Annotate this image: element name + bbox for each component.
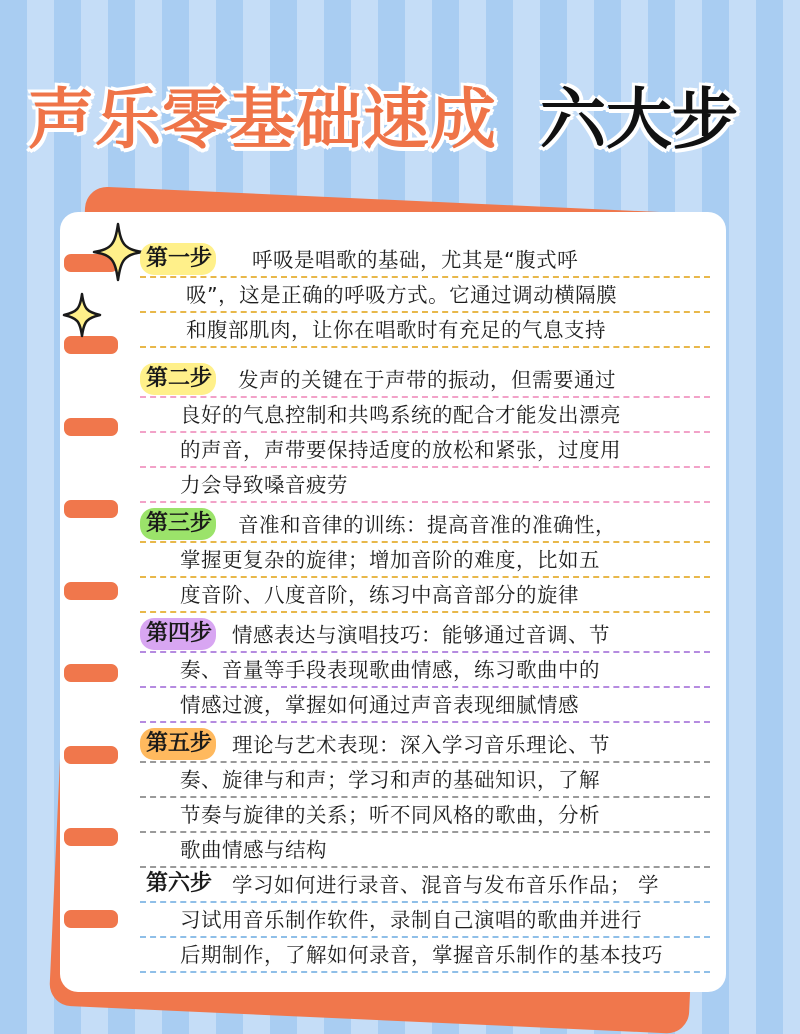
step-5 [140,728,710,868]
sparkle-icon [92,222,144,282]
step-6 [140,868,710,973]
text-line: 音准和音律的训练：提高音准的准确性， [140,508,710,543]
text-line: 理论与艺术表现：深入学习音乐理论、节 [140,728,710,763]
binder-ring [62,580,120,602]
step-description [140,618,710,723]
text-line: 节奏与旋律的关系；听不同风格的歌曲，分析 [140,798,710,833]
text-line: 的声音，声带要保持适度的放松和紧张，过度用 [140,433,710,468]
step-label: 第六步 [146,871,213,896]
step-4 [140,618,710,723]
title-main: 声乐零基础速成 [28,81,497,158]
text-line: 度音阶、八度音阶，练习中高音部分的旋律 [140,578,710,613]
title-banner [0,48,800,168]
sparkle-icon [62,292,102,338]
text-line: 力会导致嗓音疲劳 [140,468,710,503]
step-label: 第四步 [140,618,216,650]
text-line: 发声的关键在于声带的振动，但需要通过 [140,363,710,398]
step-2 [140,363,710,503]
text-line: 吸”，这是正确的呼吸方式。它通过调动横隔膜 [140,278,710,313]
step-3 [140,508,710,613]
step-description [140,728,710,868]
text-line: 习试用音乐制作软件，录制自己演唱的歌曲并进行 [140,903,710,938]
binder-ring [62,744,120,766]
step-description [140,363,710,503]
step-label: 第一步 [140,243,216,275]
step-label: 第二步 [140,363,216,395]
step-description [140,868,710,973]
text-line: 学习如何进行录音、混音与发布音乐作品； 学 [140,868,710,903]
binder-ring [62,416,120,438]
binder-ring [62,826,120,848]
text-line: 呼吸是唱歌的基础，尤其是“腹式呼 [140,243,710,278]
text-line: 良好的气息控制和共鸣系统的配合才能发出漂亮 [140,398,710,433]
text-line: 奏、旋律与和声；学习和声的基础知识，了解 [140,763,710,798]
step-description [140,243,710,348]
binder-ring [62,908,120,930]
text-line: 奏、音量等手段表现歌曲情感，练习歌曲中的 [140,653,710,688]
text-line: 掌握更复杂的旋律；增加音阶的难度，比如五 [140,543,710,578]
text-line: 情感表达与演唱技巧：能够通过音调、节 [140,618,710,653]
step-label: 第五步 [140,728,216,760]
text-line: 和腹部肌肉，让你在唱歌时有充足的气息支持 [140,313,710,348]
title-accent: 六大步 [540,81,738,158]
step-label: 第三步 [140,508,216,540]
step-1 [140,243,710,348]
text-line: 情感过渡，掌握如何通过声音表现细腻情感 [140,688,710,723]
binder-ring [62,662,120,684]
text-line: 歌曲情感与结构 [140,833,710,868]
text-line: 后期制作，了解如何录音，掌握音乐制作的基本技巧 [140,938,710,973]
binder-ring [62,498,120,520]
step-description [140,508,710,613]
